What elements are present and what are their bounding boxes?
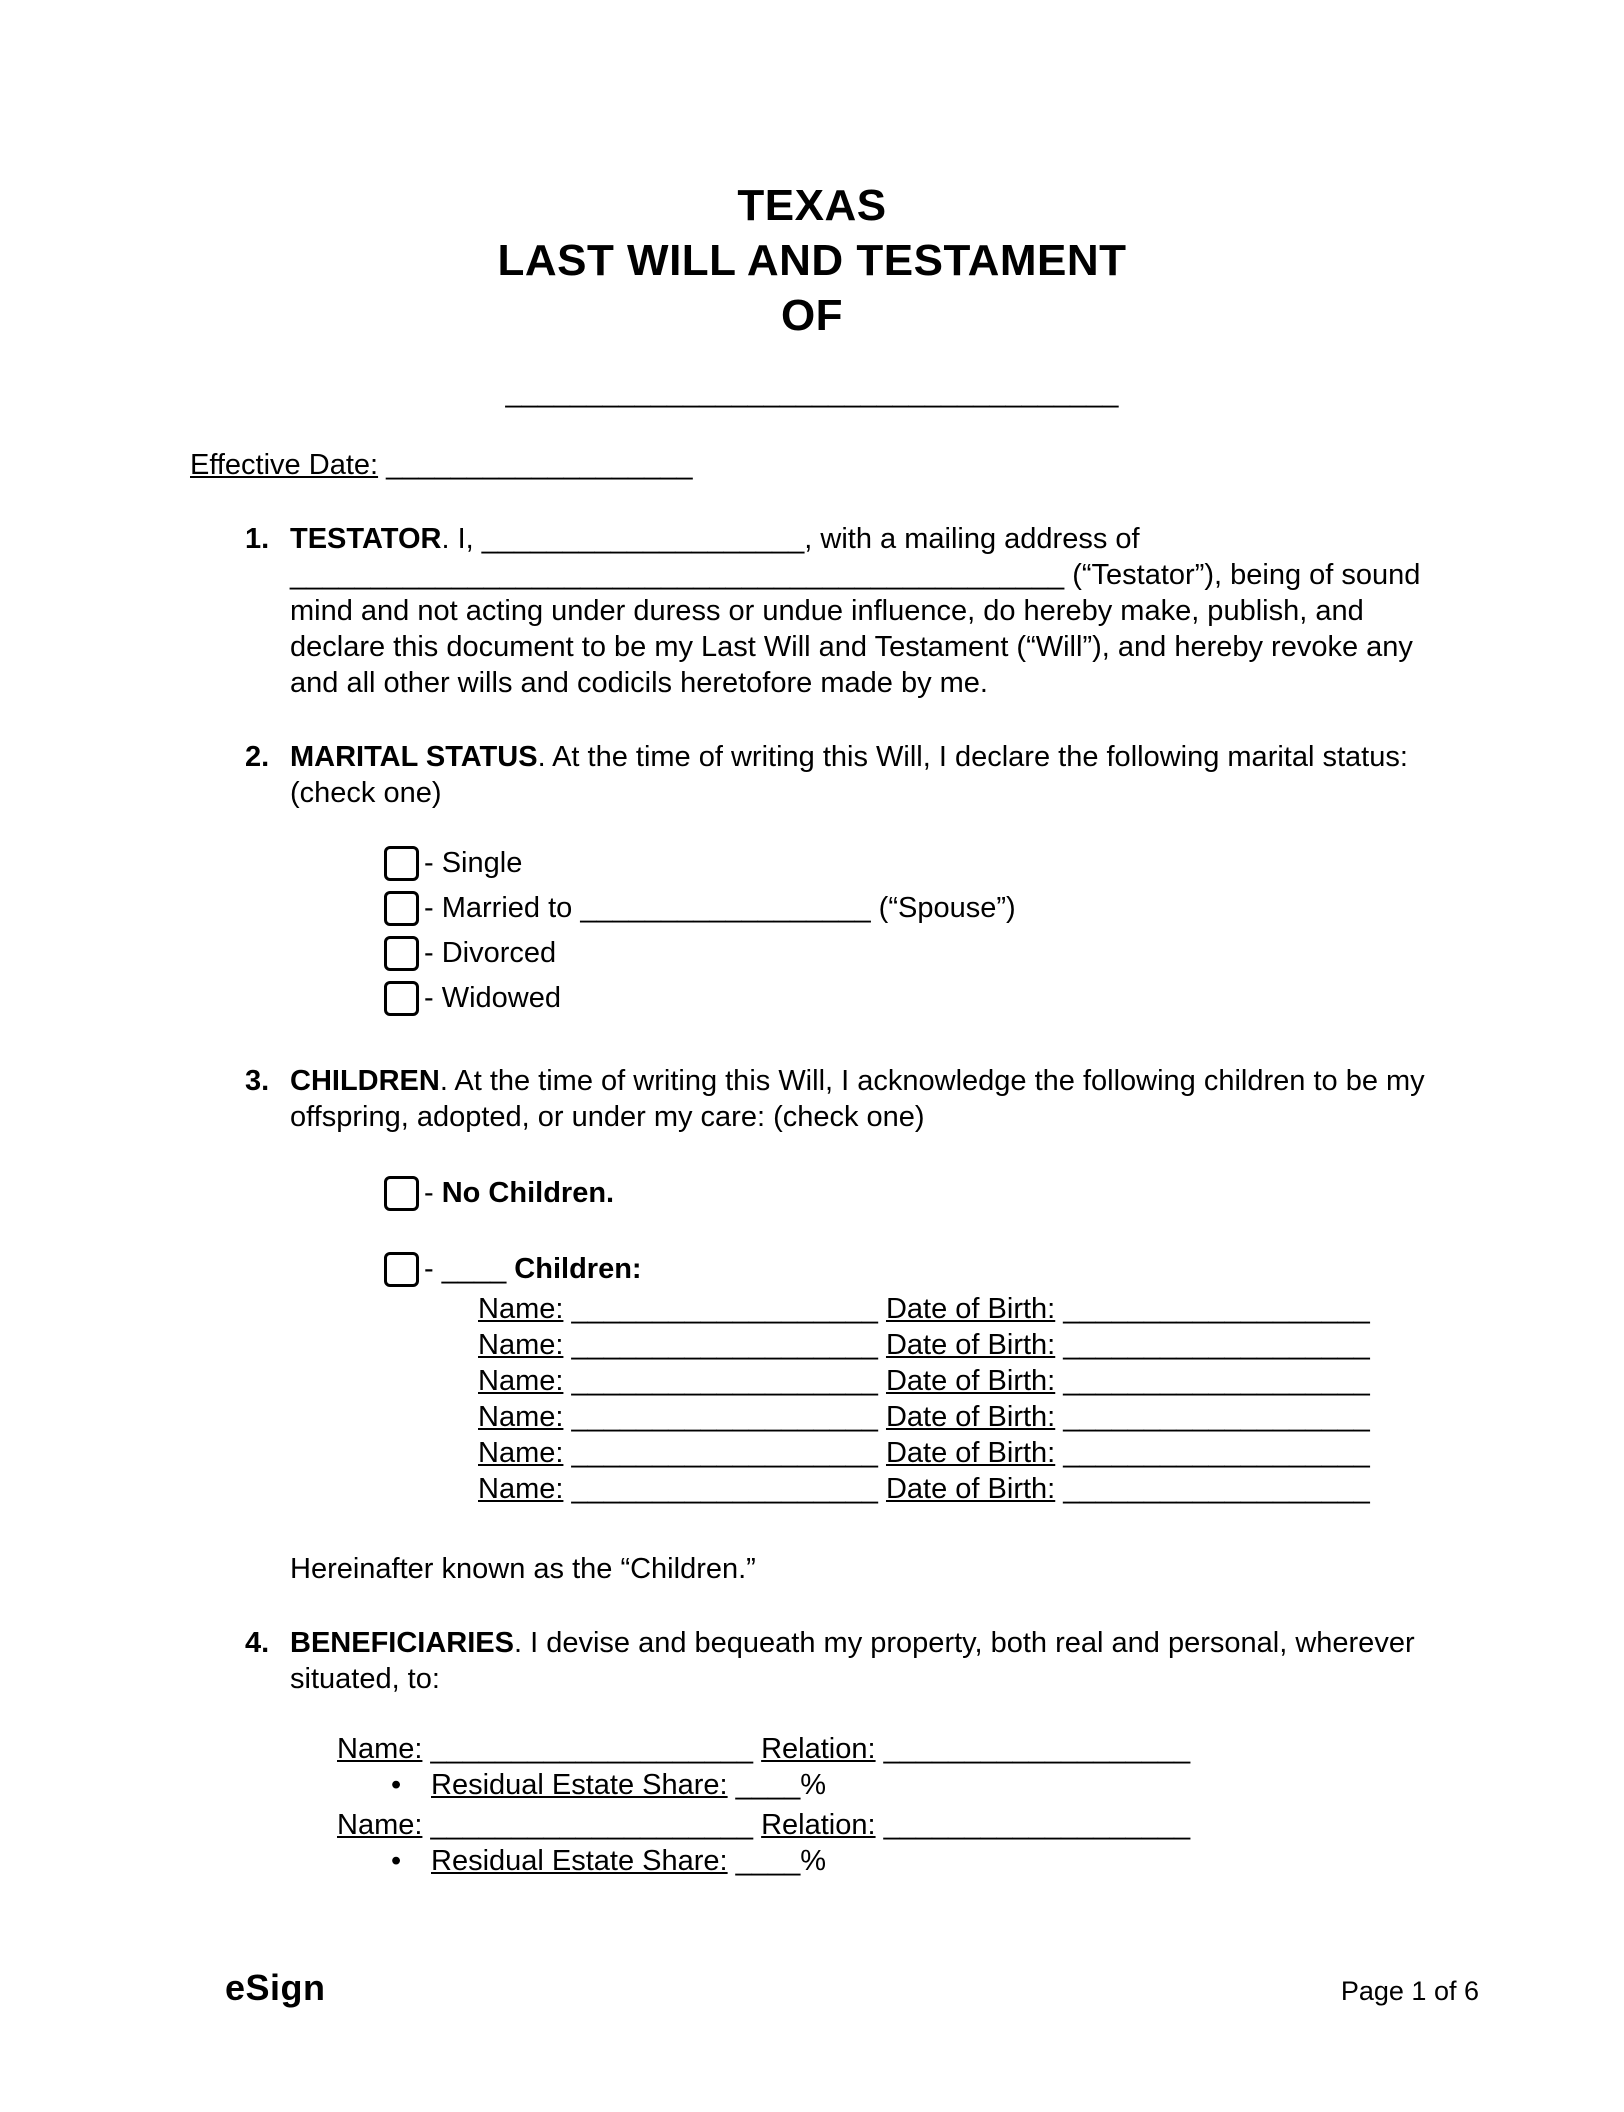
child-name-label: Name: <box>478 1437 564 1469</box>
marital-option-divorced <box>384 935 1434 971</box>
document-title <box>190 178 1434 343</box>
title-of: OF <box>780 291 844 340</box>
section-children-body <box>290 1063 1434 1587</box>
children-count-blank[interactable]: ____ <box>441 1253 515 1285</box>
marital-option-widowed <box>384 980 1434 1016</box>
section-beneficiaries <box>245 1625 1434 1879</box>
section-marital-body <box>290 739 1434 1025</box>
beneficiary-share-row <box>391 1843 1434 1879</box>
section-testator-label: TESTATOR <box>290 523 442 555</box>
section-marital-status <box>245 739 1434 1025</box>
section-children-number: 3. <box>245 1065 270 1097</box>
beneficiary-relation-blank[interactable]: ___________________ <box>875 1809 1191 1841</box>
marital-options <box>384 845 1434 1016</box>
effective-date-label: Effective Date: <box>190 449 379 481</box>
title-state: TEXAS <box>737 181 887 230</box>
child-name-label: Name: <box>478 1329 564 1361</box>
child-name-label: Name: <box>478 1293 564 1325</box>
single-checkbox[interactable] <box>384 846 419 881</box>
section-testator-text: . I, ____________________, with a mailing address of ________________________________________________ (“Testator”), being of sound mind and not acting under duress or undue influence, do hereby make, publish, and declare this document to be my Last Will and Testament (“Will”), and hereby revoke any and all other wills and codicils heretofore made by me. <box>290 523 1421 699</box>
child-dob-blank[interactable]: ___________________ <box>1055 1401 1370 1433</box>
child-dob-blank[interactable]: ___________________ <box>1055 1365 1370 1397</box>
beneficiary-entry <box>290 1807 1434 1879</box>
child-dob-label: Date of Birth: <box>885 1329 1056 1361</box>
beneficiary-name-row <box>337 1731 1434 1767</box>
residual-share-label: Residual Estate Share: <box>431 1845 728 1877</box>
child-dob-label: Date of Birth: <box>885 1473 1056 1505</box>
beneficiary-name-blank[interactable]: ____________________ <box>422 1809 762 1841</box>
widowed-label: - Widowed <box>424 982 561 1014</box>
beneficiary-name-blank[interactable]: ____________________ <box>422 1733 762 1765</box>
child-name-blank[interactable]: ___________________ <box>563 1437 886 1469</box>
widowed-checkbox[interactable] <box>384 981 419 1016</box>
effective-date-row <box>190 447 1434 483</box>
married-label: - Married to __________________ (“Spouse”) <box>424 892 1016 924</box>
beneficiary-name-label: Name: <box>337 1733 423 1765</box>
residual-share-blank[interactable]: ____ <box>727 1769 801 1801</box>
residual-share-label: Residual Estate Share: <box>431 1769 728 1801</box>
bullet-icon: • <box>391 1845 402 1877</box>
child-row <box>478 1471 1434 1507</box>
effective-date-blank[interactable]: ___________________ <box>378 449 693 481</box>
child-name-blank[interactable]: ___________________ <box>563 1473 886 1505</box>
no-children-dash: - <box>424 1177 442 1209</box>
no-children-checkbox[interactable] <box>384 1176 419 1211</box>
child-row <box>478 1363 1434 1399</box>
child-row <box>478 1435 1434 1471</box>
child-row <box>478 1291 1434 1327</box>
children-count-label: Children: <box>514 1253 642 1285</box>
children-count-dash: - <box>424 1253 442 1285</box>
beneficiary-name-row <box>337 1807 1434 1843</box>
residual-share-blank[interactable]: ____ <box>727 1845 801 1877</box>
children-count-option <box>384 1251 1434 1287</box>
child-dob-label: Date of Birth: <box>885 1437 1056 1469</box>
beneficiary-share-row <box>391 1767 1434 1803</box>
child-dob-blank[interactable]: ___________________ <box>1055 1437 1370 1469</box>
percent-sign: % <box>800 1845 826 1877</box>
section-testator <box>245 521 1434 701</box>
page-number: Page 1 of 6 <box>1340 1976 1479 2006</box>
hereinafter-note: Hereinafter known as the “Children.” <box>290 1553 756 1585</box>
children-count-checkbox[interactable] <box>384 1252 419 1287</box>
no-children-label: No Children. <box>441 1177 615 1209</box>
married-checkbox[interactable] <box>384 891 419 926</box>
child-name-blank[interactable]: ___________________ <box>563 1329 886 1361</box>
beneficiary-name-label: Name: <box>337 1809 423 1841</box>
children-list <box>478 1291 1434 1507</box>
child-dob-blank[interactable]: ___________________ <box>1055 1293 1370 1325</box>
child-name-label: Name: <box>478 1401 564 1433</box>
beneficiary-relation-label: Relation: <box>761 1733 876 1765</box>
section-marital-label: MARITAL STATUS <box>290 741 538 773</box>
children-count-wrap <box>424 1251 642 1287</box>
child-name-label: Name: <box>478 1473 564 1505</box>
section-marital-text: . At the time of writing this Will, I declare the following marital status: (check one) <box>290 741 1408 809</box>
child-dob-blank[interactable]: ___________________ <box>1055 1473 1370 1505</box>
section-beneficiaries-body <box>290 1625 1434 1879</box>
section-testator-body <box>290 521 1434 701</box>
child-row <box>478 1399 1434 1435</box>
beneficiary-relation-label: Relation: <box>761 1809 876 1841</box>
esign-logo: eSign <box>225 1967 326 2008</box>
child-dob-label: Date of Birth: <box>885 1293 1056 1325</box>
section-children-text: . At the time of writing this Will, I acknowledge the following children to be my offspring, adopted, or under my care: (check one) <box>290 1065 1425 1133</box>
beneficiary-relation-blank[interactable]: ___________________ <box>875 1733 1191 1765</box>
title-main: LAST WILL AND TESTAMENT <box>497 236 1127 285</box>
section-beneficiaries-number: 4. <box>245 1627 270 1659</box>
divorced-label: - Divorced <box>424 937 557 969</box>
child-name-blank[interactable]: ___________________ <box>563 1293 886 1325</box>
child-name-label: Name: <box>478 1365 564 1397</box>
marital-option-married <box>384 890 1434 926</box>
child-name-blank[interactable]: ___________________ <box>563 1365 886 1397</box>
testator-name-blank[interactable]: ______________________________________ <box>505 377 1119 409</box>
section-children <box>245 1063 1434 1587</box>
no-children-label-wrap <box>424 1175 614 1211</box>
child-row <box>478 1327 1434 1363</box>
section-beneficiaries-text: . I devise and bequeath my property, both real and personal, wherever situated, to: <box>290 1627 1415 1695</box>
section-testator-number: 1. <box>245 523 270 555</box>
marital-option-single <box>384 845 1434 881</box>
no-children-option <box>384 1175 1434 1211</box>
percent-sign: % <box>800 1769 826 1801</box>
divorced-checkbox[interactable] <box>384 936 419 971</box>
page-footer <box>225 1967 1479 2009</box>
child-dob-label: Date of Birth: <box>885 1365 1056 1397</box>
section-beneficiaries-label: BENEFICIARIES <box>290 1627 514 1659</box>
single-label: - Single <box>424 847 523 879</box>
section-marital-number: 2. <box>245 741 270 773</box>
bullet-icon: • <box>391 1769 402 1801</box>
child-dob-blank[interactable]: ___________________ <box>1055 1329 1370 1361</box>
section-children-label: CHILDREN <box>290 1065 440 1097</box>
beneficiary-entry <box>290 1731 1434 1803</box>
child-name-blank[interactable]: ___________________ <box>563 1401 886 1433</box>
child-dob-label: Date of Birth: <box>885 1401 1056 1433</box>
beneficiary-list <box>290 1731 1434 1879</box>
